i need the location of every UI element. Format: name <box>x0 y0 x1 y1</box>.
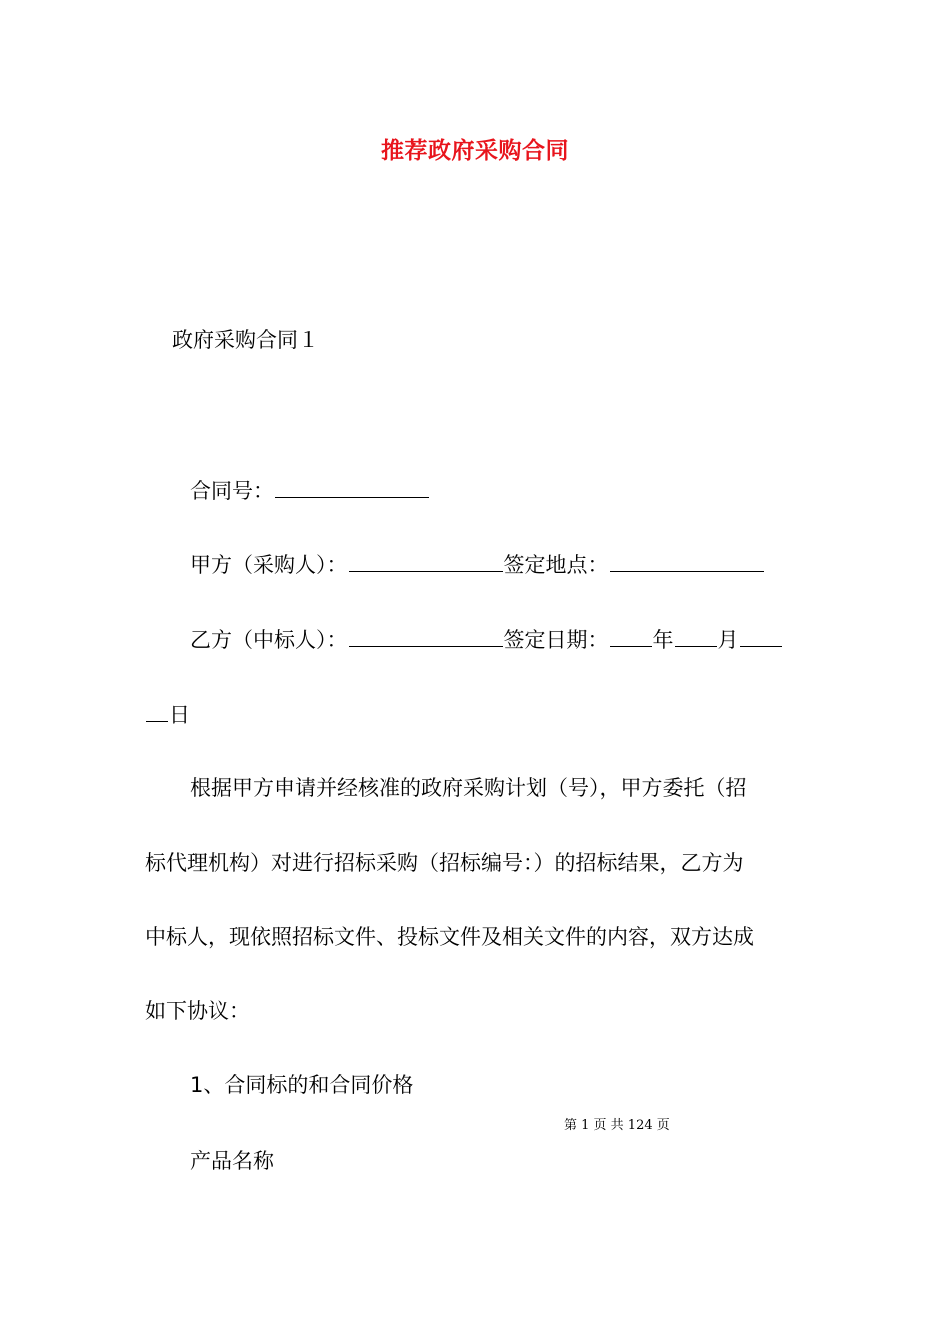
party-b-line <box>190 624 783 655</box>
paragraph-line-2: 标代理机构）对进行招标采购（招标编号：）的招标结果，乙方为 <box>145 851 744 875</box>
day-blank-part1 <box>740 624 782 647</box>
product-name-label: 产品名称 <box>190 1149 274 1173</box>
page-number-footer: 第 1 页 共 124 页 <box>564 1118 670 1133</box>
date-continuation-line <box>145 699 190 730</box>
party-a-blank <box>349 549 503 572</box>
party-b-label: 乙方（中标人）： <box>190 628 348 652</box>
year-blank <box>610 624 652 647</box>
paragraph-line-4: 如下协议： <box>145 999 250 1023</box>
day-label: 日 <box>169 703 190 727</box>
party-a-label: 甲方（采购人）： <box>190 553 348 577</box>
section-heading: 政府采购合同１ <box>172 328 319 352</box>
contract-number-blank <box>275 475 429 498</box>
month-blank <box>675 624 717 647</box>
clause-1-heading: 1、合同标的和合同价格 <box>190 1073 414 1097</box>
sign-place-blank <box>610 549 764 572</box>
sign-place-label: 签定地点： <box>503 553 609 577</box>
paragraph-line-1: 根据甲方申请并经核准的政府采购计划（号），甲方委托（招 <box>190 776 747 800</box>
contract-number-line <box>190 475 430 506</box>
party-b-blank <box>349 624 503 647</box>
year-label: 年 <box>652 628 674 652</box>
day-blank-part2 <box>146 699 168 722</box>
contract-number-label: 合同号： <box>190 479 274 503</box>
sign-date-label: 签定日期： <box>503 628 609 652</box>
document-title: 推荐政府采购合同 <box>381 138 569 164</box>
month-label: 月 <box>717 628 739 652</box>
paragraph-line-3: 中标人，现依照招标文件、投标文件及相关文件的内容，双方达成 <box>145 925 754 949</box>
party-a-line <box>190 549 765 580</box>
